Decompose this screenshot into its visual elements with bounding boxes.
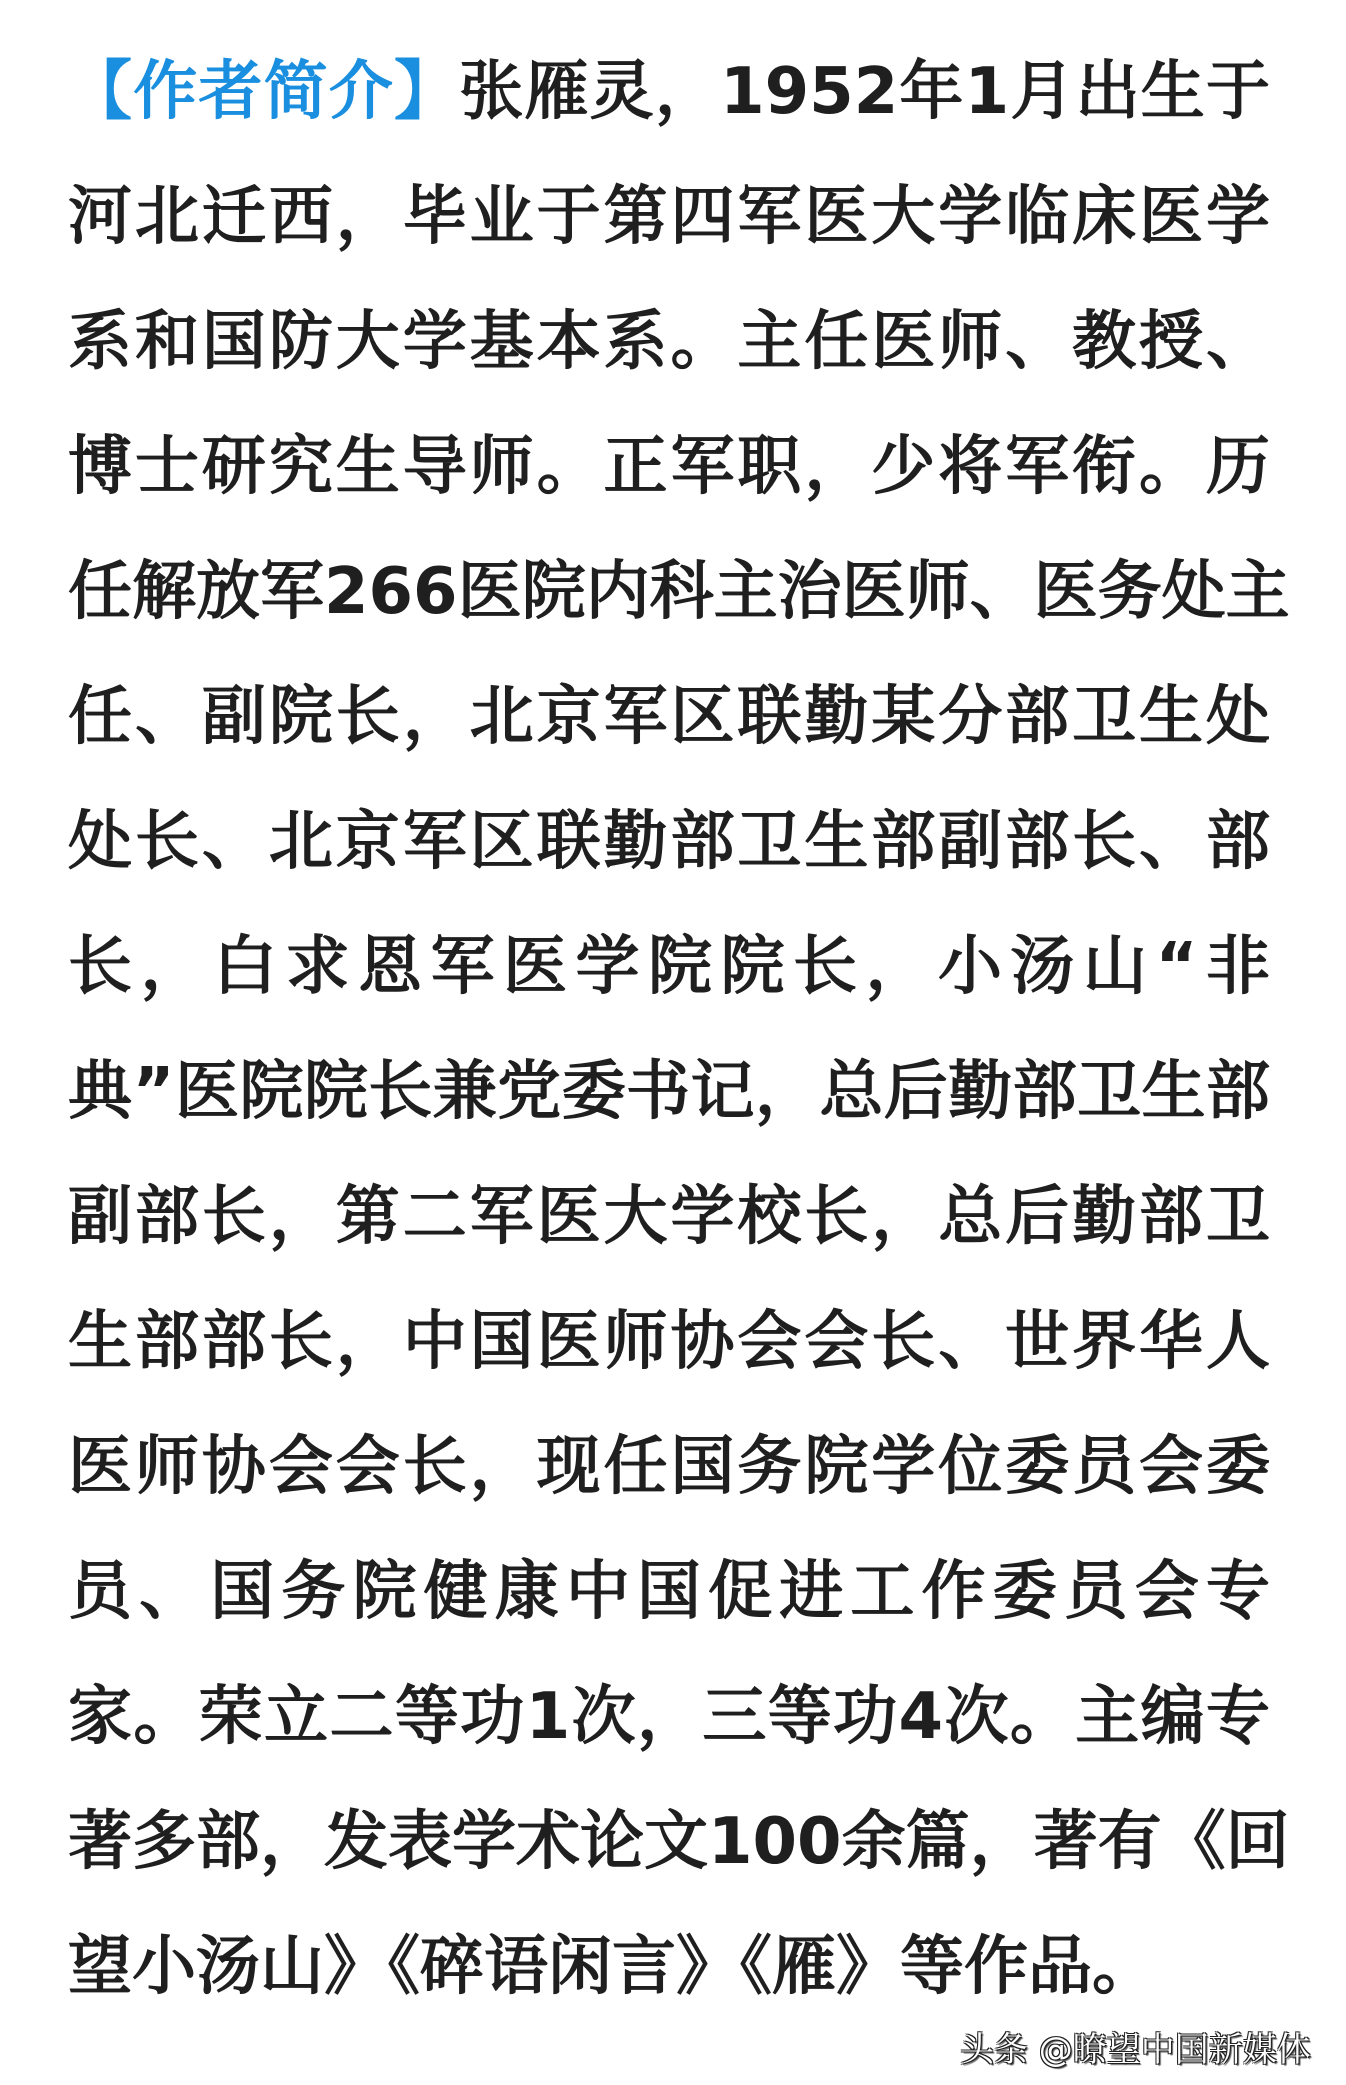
source-watermark: 头条 @瞭望中国新媒体 bbox=[960, 2030, 1311, 2070]
author-bio bbox=[68, 30, 1290, 2030]
bio-line: 医师协会会长，现任国务院学位委员会委 bbox=[68, 1430, 1270, 1504]
bio-line: 长，白求恩军医学院院长，小汤山“非 bbox=[68, 930, 1270, 1004]
bio-line: 家。荣立二等功1次，三等功4次。主编专 bbox=[68, 1680, 1270, 1754]
bio-line: 系和国防大学基本系。主任医师、教授、 bbox=[68, 305, 1270, 379]
bio-line: 副部长，第二军医大学校长，总后勤部卫 bbox=[68, 1180, 1270, 1254]
bio-line: 员、国务院健康中国促进工作委员会专 bbox=[68, 1555, 1270, 1629]
bio-line: 任解放军266医院内科主治医师、医务处主 bbox=[68, 555, 1290, 629]
bio-line-1 bbox=[68, 30, 1270, 155]
bio-line: 望小汤山》《碎语闲言》《雁》等作品。 bbox=[68, 1930, 1156, 2004]
bio-line: 生部部长，中国医师协会会长、世界华人 bbox=[68, 1305, 1270, 1379]
author-intro-tag: 【作者简介】 bbox=[68, 55, 460, 129]
bio-line: 博士研究生导师。正军职，少将军衔。历 bbox=[68, 430, 1270, 504]
bio-line: 河北迁西，毕业于第四军医大学临床医学 bbox=[68, 180, 1270, 254]
bio-line: 任、副院长，北京军区联勤某分部卫生处 bbox=[68, 680, 1270, 754]
bio-line: 处长、北京军区联勤部卫生部副部长、部 bbox=[68, 805, 1270, 879]
bio-line: 典”医院院长兼党委书记，总后勤部卫生部 bbox=[68, 1055, 1270, 1129]
bio-text: 张雁灵，1952年1月出生于 bbox=[459, 55, 1271, 129]
bio-line: 著多部，发表学术论文100余篇，著有《回 bbox=[68, 1805, 1290, 1879]
